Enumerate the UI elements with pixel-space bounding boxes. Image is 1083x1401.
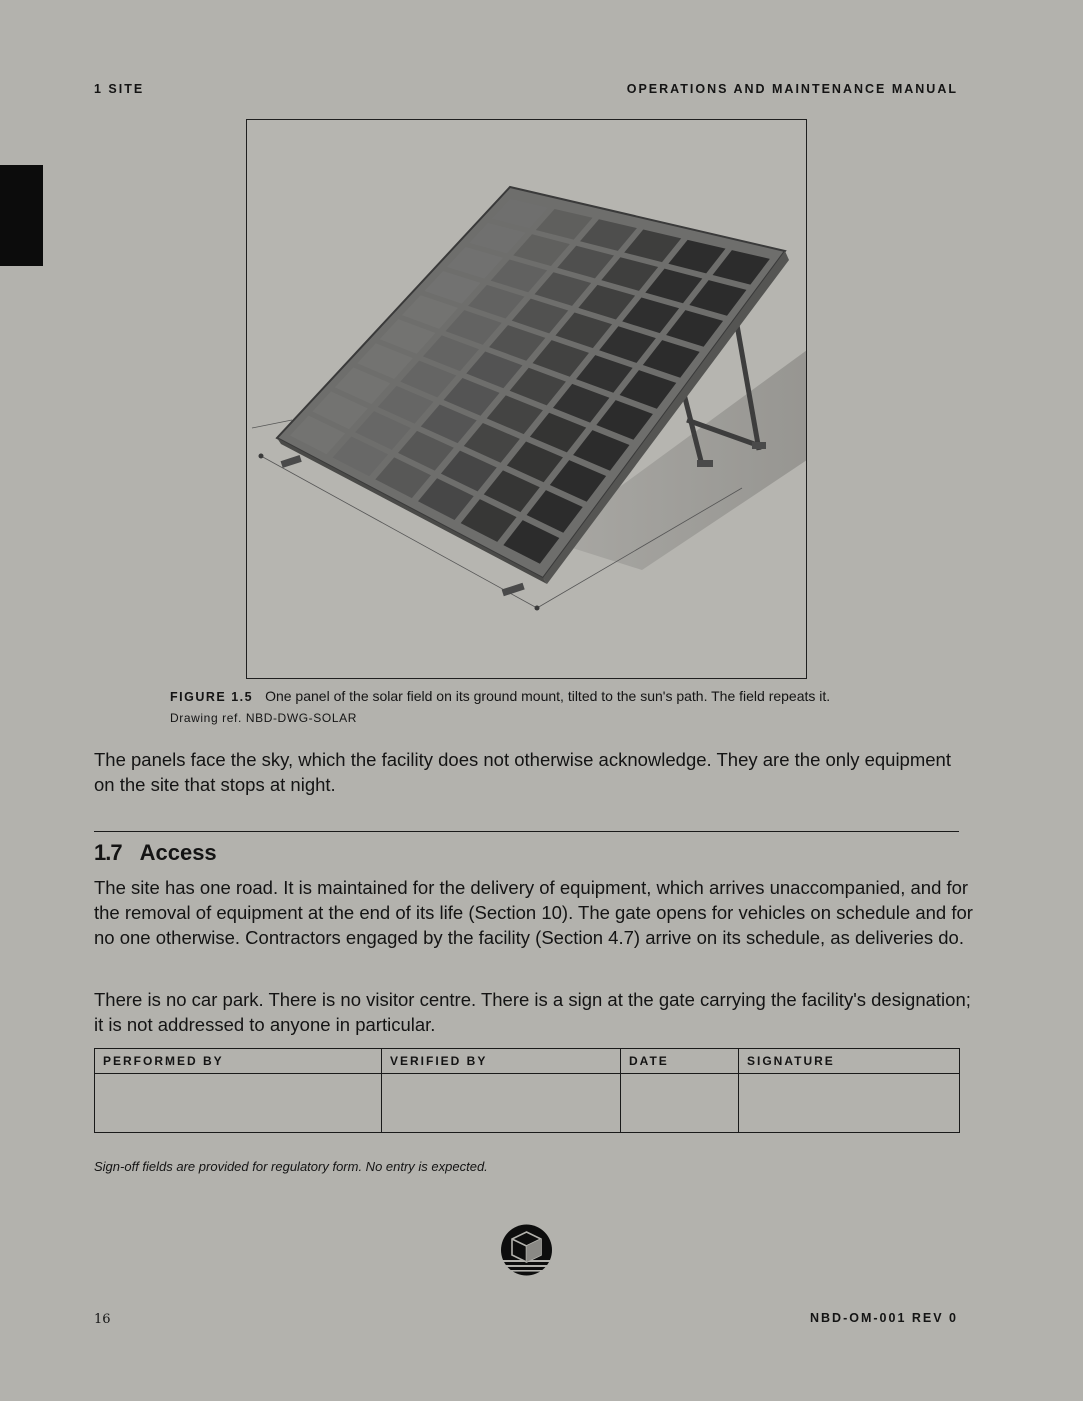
page-number: 16 — [94, 1312, 111, 1327]
col-performed-by: PERFORMED BY — [95, 1049, 382, 1074]
performed-by-field[interactable] — [95, 1074, 382, 1133]
figure-solar-panel — [246, 119, 807, 679]
section-divider — [94, 831, 959, 832]
figure-reference: Drawing ref. NBD-DWG-SOLAR — [170, 711, 357, 725]
col-verified-by: VERIFIED BY — [382, 1049, 621, 1074]
figure-caption — [170, 688, 830, 704]
section-number: 1.7 — [94, 840, 122, 865]
section-title: Access — [139, 840, 217, 865]
chapter-thumb-tab — [0, 165, 43, 266]
document-id: NBD-OM-001 REV 0 — [810, 1311, 958, 1325]
running-header-section: 1 SITE — [94, 82, 145, 96]
col-signature: SIGNATURE — [739, 1049, 960, 1074]
running-header-title: OPERATIONS AND MAINTENANCE MANUAL — [626, 82, 958, 96]
intro-paragraph: The panels face the sky, which the facility does not otherwise acknowledge. They are the only equipment on the site that stops at night. — [94, 749, 951, 795]
figure-caption-text: One panel of the solar field on its ground mount, tilted to the sun's path. The field repeats it. — [265, 688, 831, 704]
col-date: DATE — [621, 1049, 739, 1074]
signoff-table — [94, 1048, 960, 1133]
date-field[interactable] — [621, 1074, 739, 1133]
solar-panel-illustration — [247, 120, 806, 678]
signoff-note: Sign-off fields are provided for regulatory form. No entry is expected. — [94, 1159, 488, 1174]
section-heading — [94, 840, 217, 866]
verified-by-field[interactable] — [382, 1074, 621, 1133]
figure-label: FIGURE 1.5 — [170, 690, 254, 704]
section-paragraph-2: There is no car park. There is no visitor centre. There is a sign at the gate carrying the facility's designation; it is not addressed to anyone in particular. — [94, 989, 971, 1035]
section-paragraph-1: The site has one road. It is maintained for the delivery of equipment, which arrives unaccompanied, and for the removal of equipment at the end of its life (Section 10). The gate opens for vehicles on schedule and for no one otherwise. Contractors engaged by the facility (Section 4.7) arrive on its schedule, as deliveries do. — [94, 877, 973, 948]
signature-field[interactable] — [739, 1074, 960, 1133]
facility-logo-icon — [500, 1224, 553, 1276]
